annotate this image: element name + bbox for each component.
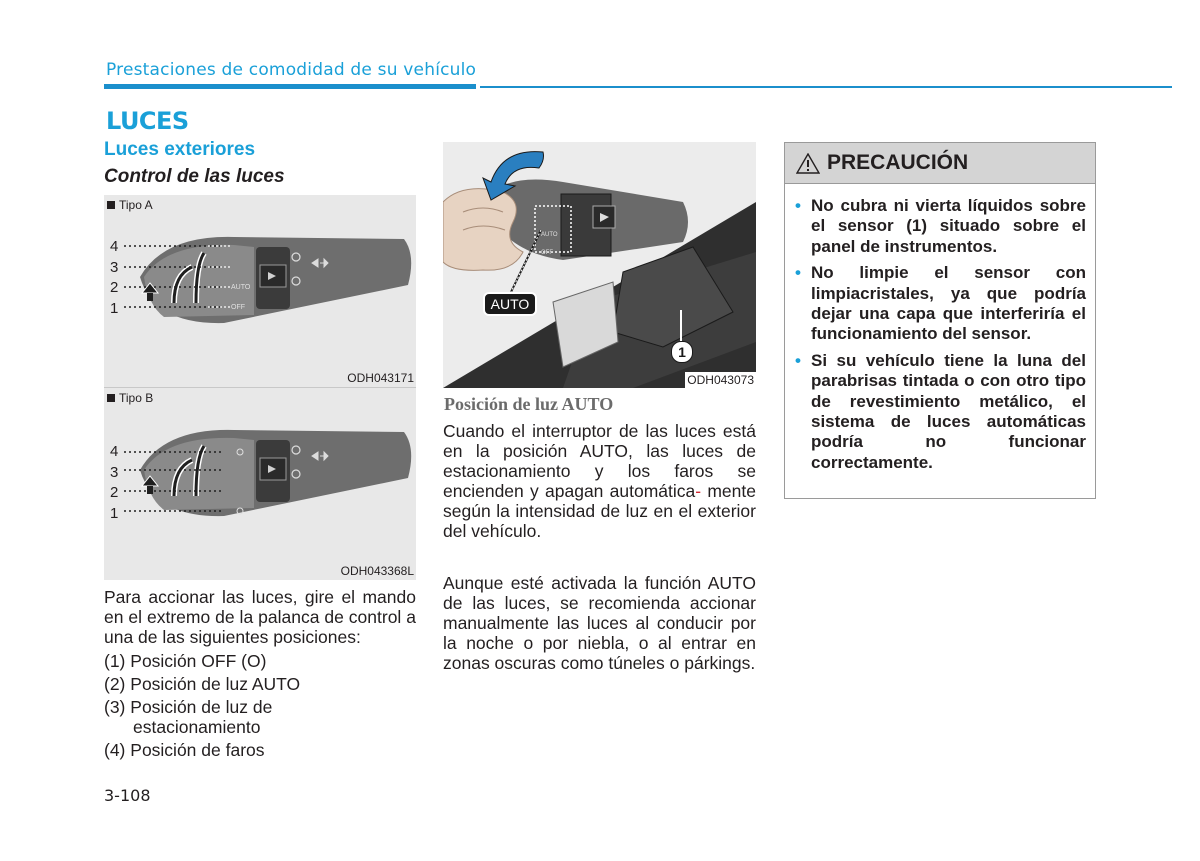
hyphen: - [695, 481, 702, 501]
caution-box [784, 142, 1096, 499]
list-item [104, 697, 416, 717]
list-text: Posición de luz de [130, 697, 273, 717]
position-number: 4 [110, 238, 119, 255]
caution-text: No limpie el sensor con limpiacristales, ya que podría dejar una capa que interferiría el funcionamiento del sensor. [811, 263, 1086, 344]
list-item [104, 740, 416, 760]
caution-text: Si su vehículo tiene la luna del parabrisas tintada o con otro tipo de revestimiento metálico, el sistema de luces automáticas podría no funcionar correctamente. [811, 350, 1086, 472]
caution-header [785, 143, 1095, 184]
auto-paragraph-2: Aunque esté activada la función AUTO de las luces, se recomienda accionar manualmente las luces al conducir por la noche o por niebla, o al entrar en zonas oscuras como túneles o párkings. [443, 573, 756, 673]
section-title: LUCES [106, 107, 189, 135]
caution-item [793, 263, 1086, 345]
position-number: 4 [110, 443, 119, 460]
position-numbers [110, 442, 118, 524]
off-text: OFF [231, 304, 245, 311]
subsection-title: Luces exteriores [104, 139, 256, 160]
auto-sensor-illustration [443, 142, 756, 388]
subsubsection-title: Control de las luces [104, 166, 285, 187]
position-number: 3 [110, 258, 119, 276]
running-header-title: Prestaciones de comodidad de su vehículo [106, 60, 477, 80]
list-number: (1) [104, 651, 126, 671]
sensor-callout: 1 [671, 341, 693, 363]
caution-text: No cubra ni vierta líquidos sobre el sensor (1) situado sobre el panel de instrumentos. [811, 196, 1086, 256]
list-item [104, 651, 416, 671]
figure-tipo-a [104, 195, 416, 387]
auto-paragraph-1 [443, 421, 756, 541]
light-switch-illustration-b [104, 388, 416, 580]
positions-list [104, 651, 416, 760]
caution-item [793, 351, 1086, 473]
auto-badge: AUTO [483, 292, 537, 316]
page-number: 3-108 [104, 786, 151, 805]
header-rule-thick [104, 84, 476, 89]
bullet-icon: • [795, 350, 801, 370]
position-number: 3 [110, 463, 119, 481]
paragraph-text: mente según la intensidad de luz en el exterior del vehículo. [443, 481, 756, 541]
position-number: 1 [110, 504, 119, 522]
list-text: Posición OFF (O) [130, 651, 267, 671]
list-text: Posición de faros [130, 740, 265, 760]
list-item [104, 674, 416, 694]
caution-list [793, 196, 1086, 479]
auto-text: AUTO [541, 232, 558, 238]
header-rule-thin [480, 86, 1172, 88]
figure-code: ODH043368L [340, 564, 414, 578]
figure-label-text: Tipo A [119, 198, 153, 212]
figure-auto-sensor [443, 142, 756, 388]
list-number: (4) [104, 740, 126, 760]
list-item-continuation: estacionamiento [133, 717, 261, 737]
figure-tipo-b [104, 387, 416, 580]
figure-label-text: Tipo B [119, 391, 154, 405]
figure-code: ODH043171 [347, 371, 414, 385]
intro-paragraph: Para accionar las luces, gire el mando en el extremo de la palanca de control a una de las siguientes posiciones: [104, 587, 416, 647]
list-number: (3) [104, 697, 126, 717]
auto-heading: Posición de luz AUTO [444, 394, 614, 414]
warning-triangle-icon [796, 153, 820, 174]
light-switch-illustration-a [104, 195, 416, 387]
bullet-icon: • [795, 263, 801, 283]
caution-title: PRECAUCIÓN [827, 151, 969, 174]
list-number: (2) [104, 674, 126, 694]
list-text: Posición de luz AUTO [130, 674, 301, 694]
bullet-icon: • [795, 196, 801, 215]
auto-text: AUTO [231, 284, 251, 291]
position-numbers [110, 237, 118, 319]
position-number: 2 [110, 279, 119, 296]
position-number: 2 [110, 484, 119, 501]
paragraph-text: Cuando el interruptor de las luces está en la posición AUTO, las luces de estacionamiento y los faros se encienden y apagan automática [443, 421, 756, 501]
off-text: OFF [541, 250, 553, 256]
caution-item [793, 196, 1086, 257]
figure-code: ODH043073 [687, 373, 754, 387]
position-number: 1 [110, 299, 119, 317]
